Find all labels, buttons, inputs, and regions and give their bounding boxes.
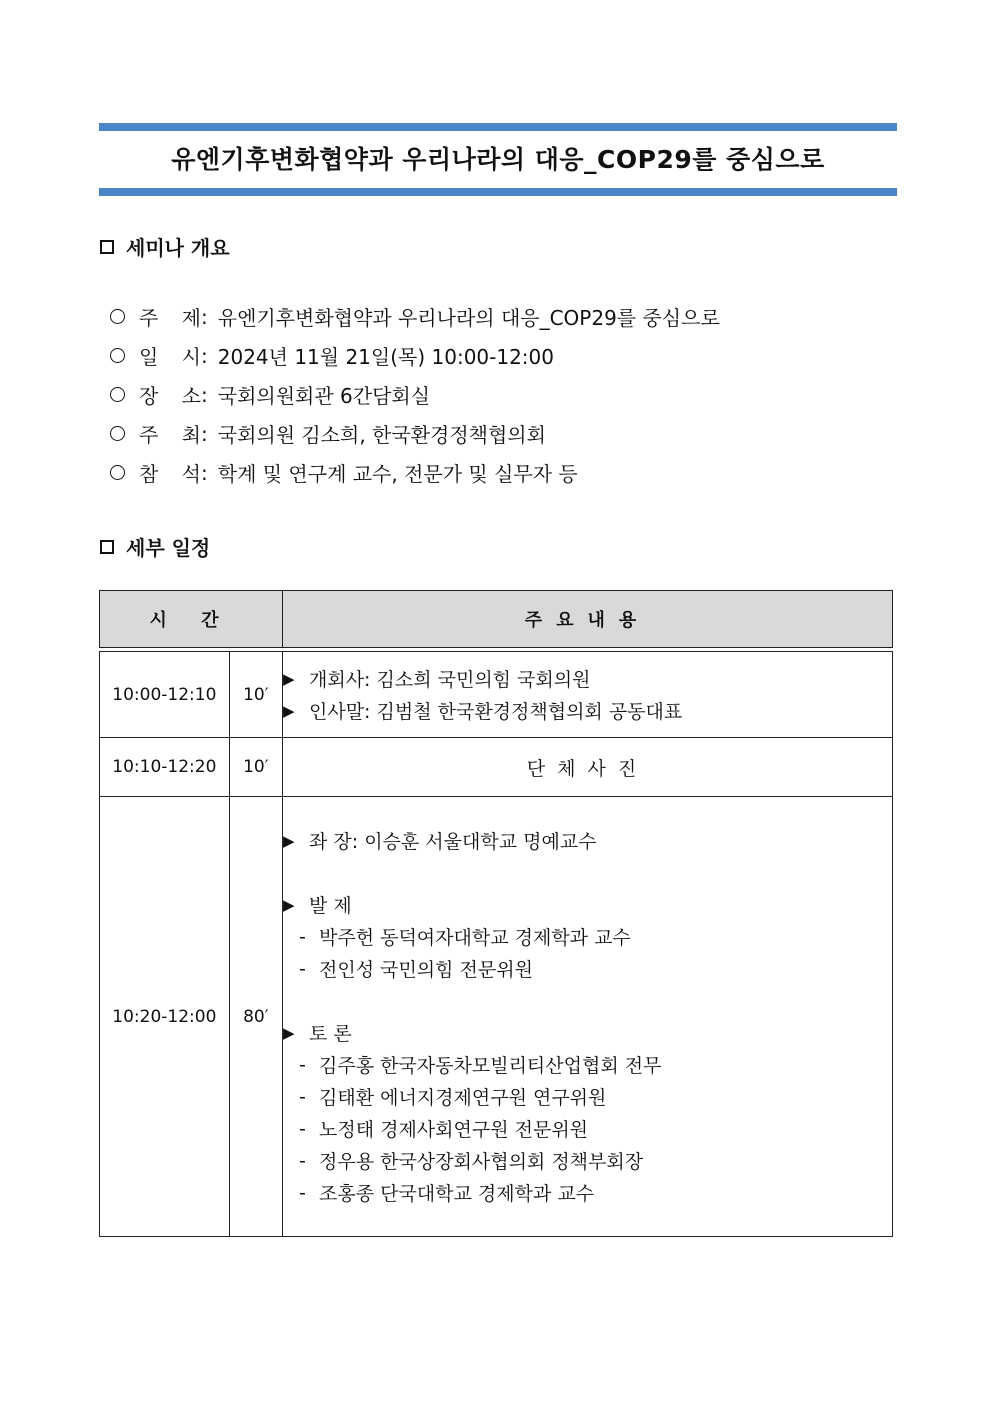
overview-item-attendees: 참 석 : 학계 및 연구계 교수, 전문가 및 실무자 등 xyxy=(110,453,720,492)
table-row xyxy=(100,797,893,1237)
circle-bullet-icon xyxy=(110,309,125,324)
row-content-photo: 단체사진 xyxy=(283,738,893,797)
presenter-item: - 전인성 국민의힘 전문위원 xyxy=(299,957,533,981)
overview-value: 2024년 11월 21일(목) 10:00-12:00 xyxy=(217,345,554,369)
triangle-bullet-icon: ▶ xyxy=(283,831,295,850)
triangle-bullet-icon: ▶ xyxy=(283,669,295,688)
row-time: 10:10-12:20 xyxy=(100,738,230,797)
row-time: 10:20-12:00 xyxy=(100,797,230,1237)
circle-bullet-icon xyxy=(110,387,125,402)
row-duration: 80′ xyxy=(229,797,282,1237)
discussant-item: - 김주홍 한국자동차모빌리티산업협회 전무 xyxy=(299,1053,662,1077)
circle-bullet-icon xyxy=(110,465,125,480)
table-header-row xyxy=(100,591,893,648)
overview-item-venue: 장 소 : 국회의원회관 6간담회실 xyxy=(110,375,720,414)
header-time: 시 간 xyxy=(100,591,283,648)
triangle-bullet-icon: ▶ xyxy=(283,701,295,720)
discussant-item: - 조홍종 단국대학교 경제학과 교수 xyxy=(299,1181,595,1205)
overview-item-topic: 주 제 : 유엔기후변화협약과 우리나라의 대응_COP29를 중심으로 xyxy=(110,297,720,336)
schedule-table xyxy=(99,590,893,1237)
title-block xyxy=(99,123,897,196)
section-heading-overview xyxy=(100,232,230,261)
list-item-presentation: ▶ 발 제 xyxy=(283,895,352,917)
triangle-bullet-icon: ▶ xyxy=(283,1023,295,1042)
list-item: ▶ 인사말: 김범철 한국환경정책협의회 공동대표 xyxy=(283,701,683,723)
title-top-rule xyxy=(99,123,897,131)
discussant-item: - 노정태 경제사회연구원 전문위원 xyxy=(299,1117,589,1141)
overview-value: 유엔기후변화협약과 우리나라의 대응_COP29를 중심으로 xyxy=(217,306,720,330)
list-item-discussion: ▶ 토 론 xyxy=(283,1023,352,1045)
circle-bullet-icon xyxy=(110,348,125,363)
table-row xyxy=(100,652,893,738)
overview-label: 장 소 xyxy=(139,384,201,408)
overview-label: 주 최 xyxy=(139,423,201,447)
row-time: 10:00-12:10 xyxy=(100,652,230,738)
overview-label: 일 시 xyxy=(139,345,201,369)
header-content: 주요내용 xyxy=(283,591,893,648)
overview-value: 국회의원 김소희, 한국환경정책협의회 xyxy=(217,423,546,447)
checkbox-square-icon xyxy=(100,240,114,254)
overview-value: 국회의원회관 6간담회실 xyxy=(217,384,431,408)
discussant-item: - 김태환 에너지경제연구원 연구위원 xyxy=(299,1085,607,1109)
list-item-chair: ▶ 좌 장: 이승훈 서울대학교 명예교수 xyxy=(283,831,597,853)
overview-item-date: 일 시 : 2024년 11월 21일(목) 10:00-12:00 xyxy=(110,336,720,375)
presenter-item: - 박주헌 동덕여자대학교 경제학과 교수 xyxy=(299,925,631,949)
triangle-bullet-icon: ▶ xyxy=(283,895,295,914)
title-bottom-rule xyxy=(99,188,897,196)
overview-label: 주 제 xyxy=(139,306,201,330)
section-heading-schedule-label: 세부 일정 xyxy=(126,536,211,560)
row-content xyxy=(283,797,893,1237)
row-duration: 10′ xyxy=(229,652,282,738)
page-title: 유엔기후변화협약과 우리나라의 대응_COP29를 중심으로 xyxy=(171,145,825,174)
checkbox-square-icon xyxy=(100,540,114,554)
overview-list xyxy=(110,297,720,492)
list-item: ▶ 개회사: 김소희 국민의힘 국회의원 xyxy=(283,669,591,691)
overview-item-host: 주 최 : 국회의원 김소희, 한국환경정책협의회 xyxy=(110,414,720,453)
section-heading-schedule xyxy=(100,532,210,561)
row-duration: 10′ xyxy=(229,738,282,797)
discussant-item: - 정우용 한국상장회사협의회 정책부회장 xyxy=(299,1149,644,1173)
circle-bullet-icon xyxy=(110,426,125,441)
row-content xyxy=(283,652,893,738)
table-row xyxy=(100,738,893,797)
overview-value: 학계 및 연구계 교수, 전문가 및 실무자 등 xyxy=(217,462,578,486)
overview-label: 참 석 xyxy=(139,462,201,486)
section-heading-overview-label: 세미나 개요 xyxy=(126,236,230,260)
